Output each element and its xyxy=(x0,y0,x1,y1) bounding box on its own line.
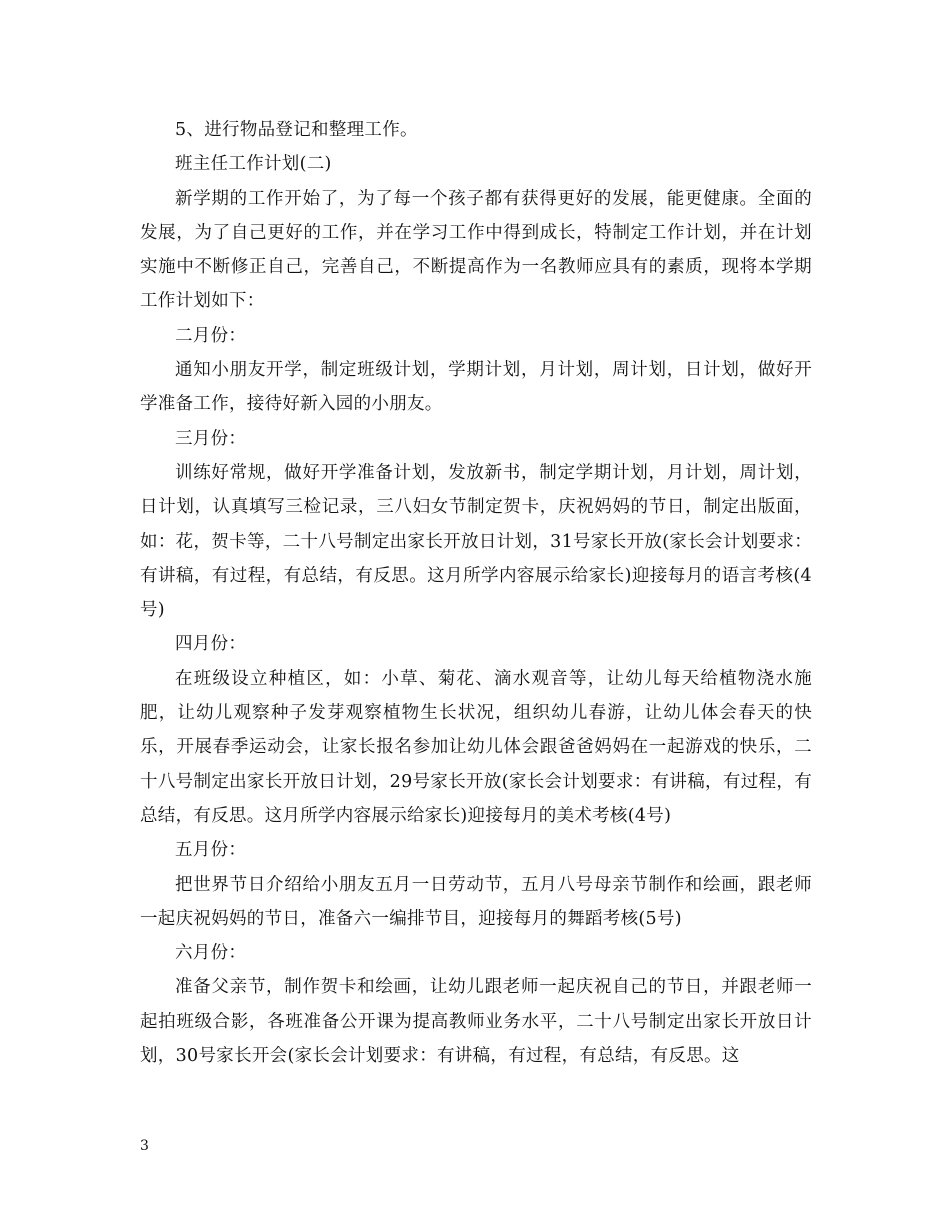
may-plan: 把世界节日介绍给小朋友五月一日劳动节，五月八号母亲节制作和绘画，跟老师一起庆祝妈妈的节日，准备六一编排节目，迎接每月的舞蹈考核(5号) xyxy=(140,874,812,929)
april-plan: 在班级设立种植区，如：小草、菊花、滴水观音等，让幼儿每天给植物浇水施肥，让幼儿观察种子发芽观察植物生长状况，组织幼儿春游，让幼儿体会春天的快乐，开展春季运动会，让家长报名参加让幼儿体会跟爸爸妈妈在一起游戏的快乐，二十八号制定出家长开放日计划，29号家长开放(家长会计划要求：有讲稿，有过程，有总结，有反思。这月所学内容展示给家长)迎接每月的美术考核(4号) xyxy=(140,668,812,826)
month-heading-may: 五月份： xyxy=(175,840,247,861)
document-body xyxy=(140,113,812,1073)
march-plan: 训练好常规，做好开学准备计划，发放新书，制定学期计划，月计划，周计划，日计划，认真填写三检记录，三八妇女节制定贺卡，庆祝妈妈的节日，制定出版面，如：花，贺卡等，二十八号制定出家长开放日计划，31号家长开放(家长会计划要求：有讲稿，有过程，有总结，有反思。这月所学内容展示给家长)迎接每月的语言考核(4号) xyxy=(140,462,812,621)
item-5-registration: 5、进行物品登记和整理工作。 xyxy=(175,120,418,140)
month-heading-february: 二月份： xyxy=(175,325,247,346)
february-plan: 通知小朋友开学，制定班级计划，学期计划，月计划，周计划，日计划，做好开学准备工作，接待好新入园的小朋友。 xyxy=(140,360,812,415)
intro-paragraph: 新学期的工作开始了，为了每一个孩子都有获得更好的发展，能更健康。全面的发展，为了自己更好的工作，并在学习工作中得到成长，特制定工作计划，并在计划实施中不断修正自己，完善自己，不断提高作为一名教师应具有的素质，现将本学期工作计划如下： xyxy=(140,188,812,312)
section-title: 班主任工作计划(二) xyxy=(175,154,332,175)
month-heading-june: 六月份： xyxy=(175,943,247,964)
month-heading-april: 四月份： xyxy=(175,634,247,655)
june-plan: 准备父亲节，制作贺卡和绘画，让幼儿跟老师一起庆祝自己的节日，并跟老师一起拍班级合影，各班准备公开课为提高教师业务水平，二十八号制定出家长开放日计划，30号家长开会(家长会计划要求：有讲稿，有过程，有总结，有反思。这 xyxy=(140,977,812,1067)
month-heading-march: 三月份： xyxy=(175,428,247,449)
page-number: 3 xyxy=(140,1138,149,1154)
